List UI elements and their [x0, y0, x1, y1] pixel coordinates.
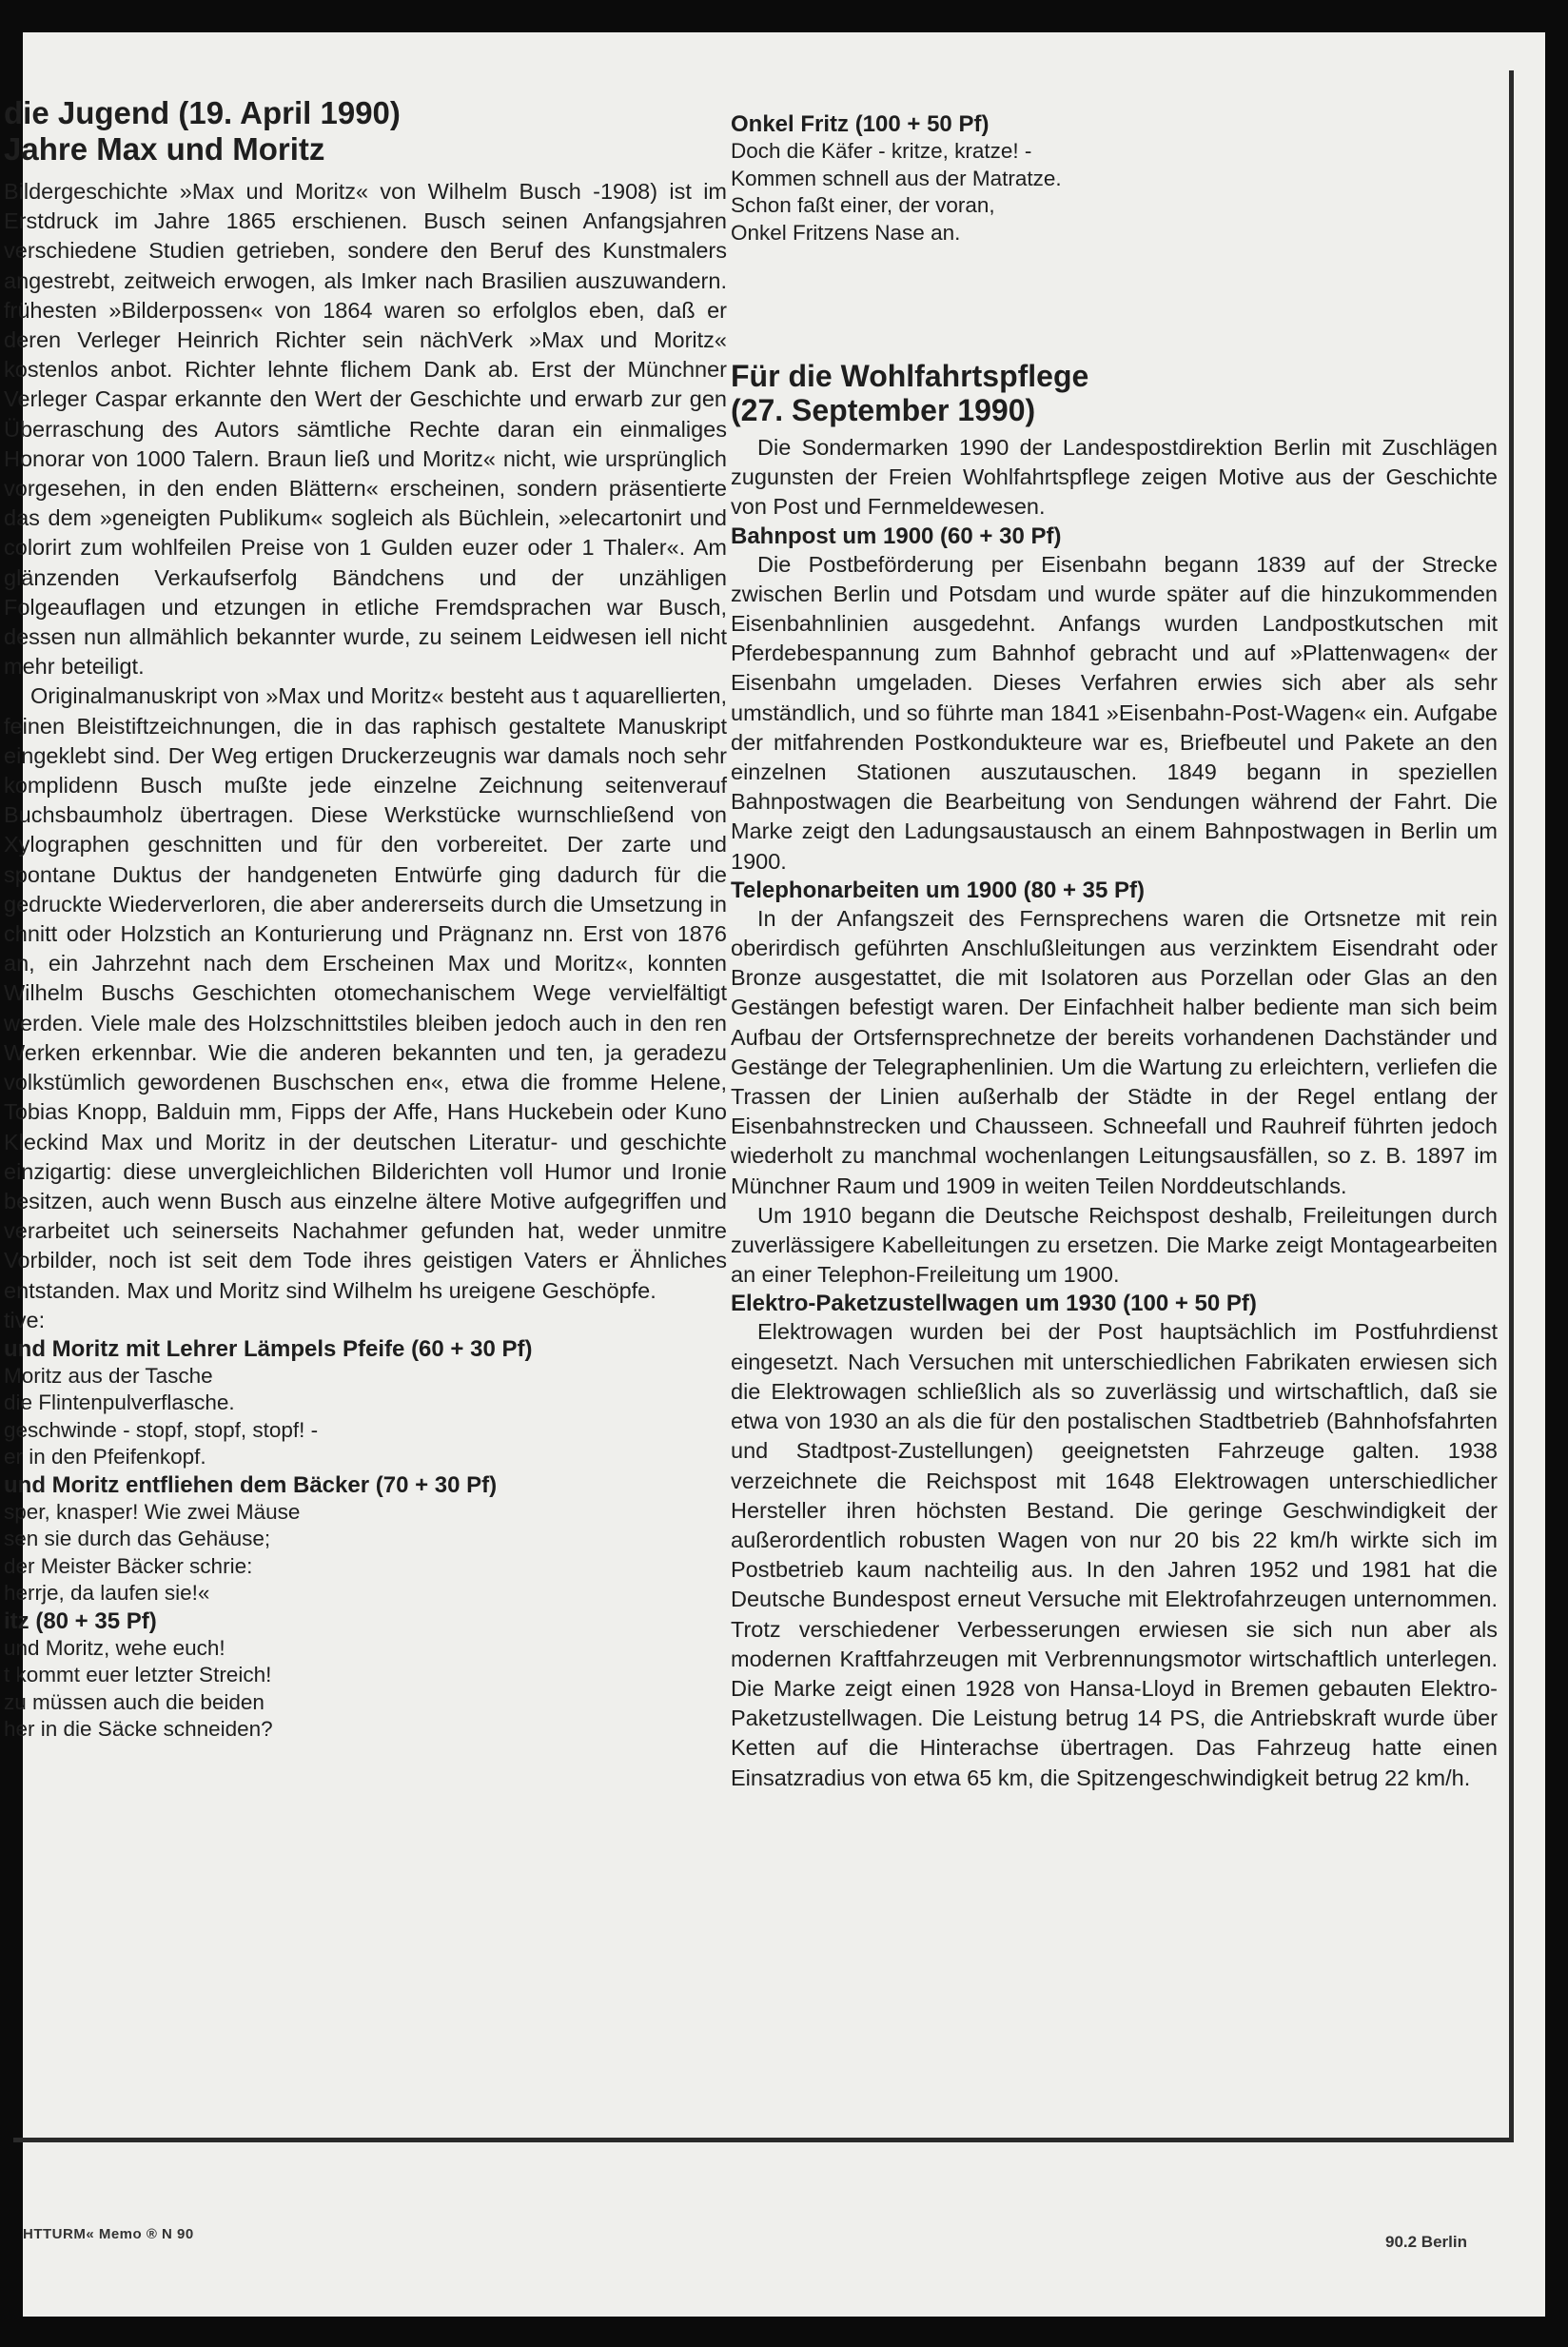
- manuscript-paragraph: Originalmanuskript von »Max und Moritz« besteht aus t aquarellierten, feinen Bleistiftzeichnungen, die in das raphisch gestaltete Manuskript eingeklebt sind. Der Weg ertigen Druckerzeugnis war damals noch sehr komplidenn Busch mußte jede einzelne Zeichnung seitenverauf Buchsbaumholz übertragen. Diese Werkstücke wurnschließend von Xylographen geschnitten und für den vorbereitet. Der zarte und spontane Duktus der handgeneten Entwürfe ging dadurch für die gedruckte Wiederverloren, die aber andererseits durch die Umsetzung in chnitt oder Holzstich an Konturierung und Prägnanz nn. Erst von 1876 an, ein Jahrzehnt nach dem Erscheinen Max und Moritz«, konnten Wilhelm Buschs Geschichten otomechanischem Wege vervielfältigt werden. Viele male des Holzschnittstiles bleiben jedoch auch in den ren Werken erkennbar. Wie die anderen bekannten und ten, ja geradezu volkstümlich gewordenen Buschschen en«, etwa die fromme Helene, Tobias Knopp, Balduin mm, Fipps der Affe, Hans Huckebein oder Kuno Kleckind Max und Moritz in der deutschen Literatur- und geschichte einzigartig: diese unvergleichlichen Bilderichten voll Humor und Ironie besitzen, auch wenn Busch aus einzelne ältere Motive aufgegriffen und verarbeitet uch seinerseits Nachahmer gefunden hat, weder unmitre Vorbilder, noch ist seit dem Tode ihres geistigen Vaters er Ähnliches entstanden. Max und Moritz sind Wilhelm hs ureigene Geschöpfe.: [4, 683, 727, 1303]
- article-title-line-1: die Jugend (19. April 1990): [4, 95, 401, 130]
- stamp-heading-onkel-fritz: Onkel Fritz (100 + 50 Pf): [731, 111, 990, 137]
- article-title-line-2: Jahre Max und Moritz: [4, 131, 325, 167]
- section-title-line-2: (27. September 1990): [731, 393, 1036, 427]
- verse-line: und Moritz, wehe euch!: [4, 1635, 225, 1660]
- stamp-heading-baecker: und Moritz entfliehen dem Bäcker (70 + 30 Pf): [4, 1471, 498, 1498]
- verse-line: t kommt euer letzter Streich!: [4, 1663, 272, 1687]
- verse-line: sen sie durch das Gehäuse;: [4, 1527, 271, 1551]
- footer-publication-label: HTTURM« Memo ® N 90: [23, 2226, 194, 2242]
- elektro-paragraph: Elektrowagen wurden bei der Post hauptsächlich im Postfuhrdienst eingesetzt. Nach Versuchen mit unterschiedlichen Fabrikaten erwiesen sich die Elektrowagen schließlich als so zuverlässig und wirtschaftlich, daß sie etwa von 1930 an als die für den postalischen Stadtbetrieb (Bahnhofsfahrten und Stadtpost-Zustellungen) geeignetsten Fahrzeuge galten. 1938 verzeichnete die Reichspost mit 1648 Elektrowagen unterschiedlicher Hersteller ihren höchsten Bestand. Die geringe Geschwindigkeit der außerordentlich robusten Wagen von nur 20 bis 22 km/h wirkte sich im Postbetrieb kaum nachteilig aus. In den Jahren 1952 und 1981 hat die Deutsche Bundespost erneut Versuche mit Elektrofahrzeugen unternommen. Trotz verschiedener Verbesserungen erwiesen sie sich nun aber als modernen Kraftfahrzeugen mit Verbrennungsmotor wirtschaftlich unterlegen. Die Marke zeigt einen 1928 von Hansa-Lloyd in Bremen gebauten Elektro-Paketzustellwagen. Die Leistung betrug 14 PS, die Antriebskraft wurde über Ketten auf die Hinterachse übertragen. Das Fahrzeug hatte einen Einsatzradius von etwa 65 km, die Spitzengeschwindigkeit betrug 22 km/h.: [731, 1319, 1498, 1790]
- motive-label: tive:: [4, 1307, 46, 1332]
- document-page: [4, 32, 1545, 2317]
- left-column: [4, 95, 727, 1744]
- column-spacer: [731, 247, 1498, 359]
- verse-line: Kommen schnell aus der Matratze.: [731, 166, 1062, 190]
- stamp-heading-bahnpost: Bahnpost um 1900 (60 + 30 Pf): [731, 523, 1062, 549]
- verse-line: der Meister Bäcker schrie:: [4, 1553, 253, 1578]
- stamp-heading-lehrer-laempel: und Moritz mit Lehrer Lämpels Pfeife (60 + 30 Pf): [4, 1335, 533, 1362]
- verse-line: Moritz aus der Tasche: [4, 1363, 213, 1388]
- intro-paragraph: Bildergeschichte »Max und Moritz« von Wilhelm Busch -1908) ist im Erstdruck im Jahre 1865 erschienen. Busch seinen Anfangsjahren verschiedene Studien getrieben, sondere den Beruf des Kunstmalers angestrebt, zeitweich erwogen, als Imker nach Brasilien auszuwandern. frühesten »Bilderpossen« von 1864 waren so erfolglos eben, daß er deren Verleger Heinrich Richter sein nächVerk »Max und Moritz« kostenlos anbot. Richter lehnte flichem Dank ab. Erst der Münchner Verleger Caspar erkannte den Wert der Geschichte und erwarb zur gen Überraschung des Autors sämtliche Rechte daran ein einmaliges Honorar von 1000 Talern. Braun ließ und Moritz« nicht, wie ursprünglich vorgesehen, in den enden Blättern« erscheinen, sondern präsentierte das dem »geneigten Publikum« sogleich als Büchlein, »elecartonirt und colorirt zum wohlfeilen Preise von 1 Gulden euzer oder 1 Thaler«. Am glänzenden Verkaufserfolg Bändchens und der unzähligen Folgeauflagen und etzungen in etliche Fremdsprachen war Busch, dessen nun allmählich bekannter wurde, zu seinem Leidwesen iell nicht mehr beteiligt.: [4, 179, 727, 680]
- verse-line: Schon faßt einer, der voran,: [731, 193, 995, 217]
- verse-line: herrje, da laufen sie!«: [4, 1581, 210, 1606]
- stamp-heading-last-prank: itz (80 + 35 Pf): [4, 1607, 157, 1634]
- verse-line: geschwinde - stopf, stopf, stopf! -: [4, 1417, 319, 1442]
- verse-line: her in die Säcke schneiden?: [4, 1717, 273, 1742]
- verse-line: Doch die Käfer - kritze, kratze! -: [731, 139, 1032, 163]
- footer-page-label: 90.2 Berlin: [1385, 2233, 1467, 2251]
- telephon-paragraph-1: In der Anfangszeit des Fernsprechens waren die Ortsnetze mit rein oberirdisch geführten Anschlußleitungen aus verzinktem Eisendraht oder Bronze ausgestattet, die mit Isolatoren aus Porzellan oder Glas an den Gestängen befestigt waren. Der Einfachheit halber bediente man sich beim Aufbau der Ortsfernsprechnetze der bereits vorhandenen Dachständer und Gestänge der Telegraphenlinien. Um die Wartung zu erleichtern, verliefen die Trassen der Linien außerhalb der Städte in der Regel entlang der Eisenbahnstrecken und Chausseen. Schneefall und Rauhreif führten jedoch wiederholt zu manchmal wochenlangen Leitungsausfällen, so z. B. 1897 im Münchner Raum und 1909 in weiten Teilen Norddeutschlands.: [731, 905, 1498, 1198]
- stamp-heading-telephon: Telephonarbeiten um 1900 (80 + 35 Pf): [731, 877, 1146, 903]
- verse-line: die Flintenpulverflasche.: [4, 1390, 235, 1415]
- verse-line: zu müssen auch die beiden: [4, 1689, 265, 1714]
- verse-line: sper, knasper! Wie zwei Mäuse: [4, 1499, 301, 1524]
- section-intro-paragraph: Die Sondermarken 1990 der Landespostdirektion Berlin mit Zuschlägen zugunsten der Freien Wohlfahrtspflege zeigen Motive aus der Geschichte von Post und Fernmeldewesen.: [731, 435, 1498, 520]
- right-column: [731, 110, 1498, 1793]
- telephon-paragraph-2: Um 1910 begann die Deutsche Reichspost deshalb, Freileitungen durch zuverlässigere Kabelleitungen zu ersetzen. Die Marke zeigt Montagearbeiten an einer Telephon-Freileitung um 1900.: [731, 1202, 1498, 1288]
- verse-line: Onkel Fritzens Nase an.: [731, 220, 961, 245]
- section-title-line-1: Für die Wohlfahrtspflege: [731, 359, 1089, 393]
- bahnpost-paragraph: Die Postbeförderung per Eisenbahn begann 1839 auf der Strecke zwischen Berlin und Potsdam und wurde später auf die hinzukommenden Eisenbahnlinien ausgedehnt. Anfangs wurden Landpostkutschen mit Pferdebespannung zum Bahnhof gebracht und auf »Plattenwagen« der Eisenbahn umgeladen. Dieses Verfahren erwies sich aber als sehr umständlich, und so führte man 1841 »Eisenbahn-Post-Wagen« ein. Aufgabe der mitfahrenden Postkondukteure war es, Briefbeutel und Pakete an den einzelnen Stationen auszutauschen. 1849 begann in speziellen Bahnpostwagen die Bearbeitung von Sendungen während der Fahrt. Die Marke zeigt den Ladungsaustausch an einem Bahnpostwagen in Berlin um 1900.: [731, 551, 1498, 874]
- stamp-heading-elektro: Elektro-Paketzustellwagen um 1930 (100 + 50 Pf): [731, 1291, 1257, 1317]
- verse-line: er in den Pfeifenkopf.: [4, 1445, 206, 1469]
